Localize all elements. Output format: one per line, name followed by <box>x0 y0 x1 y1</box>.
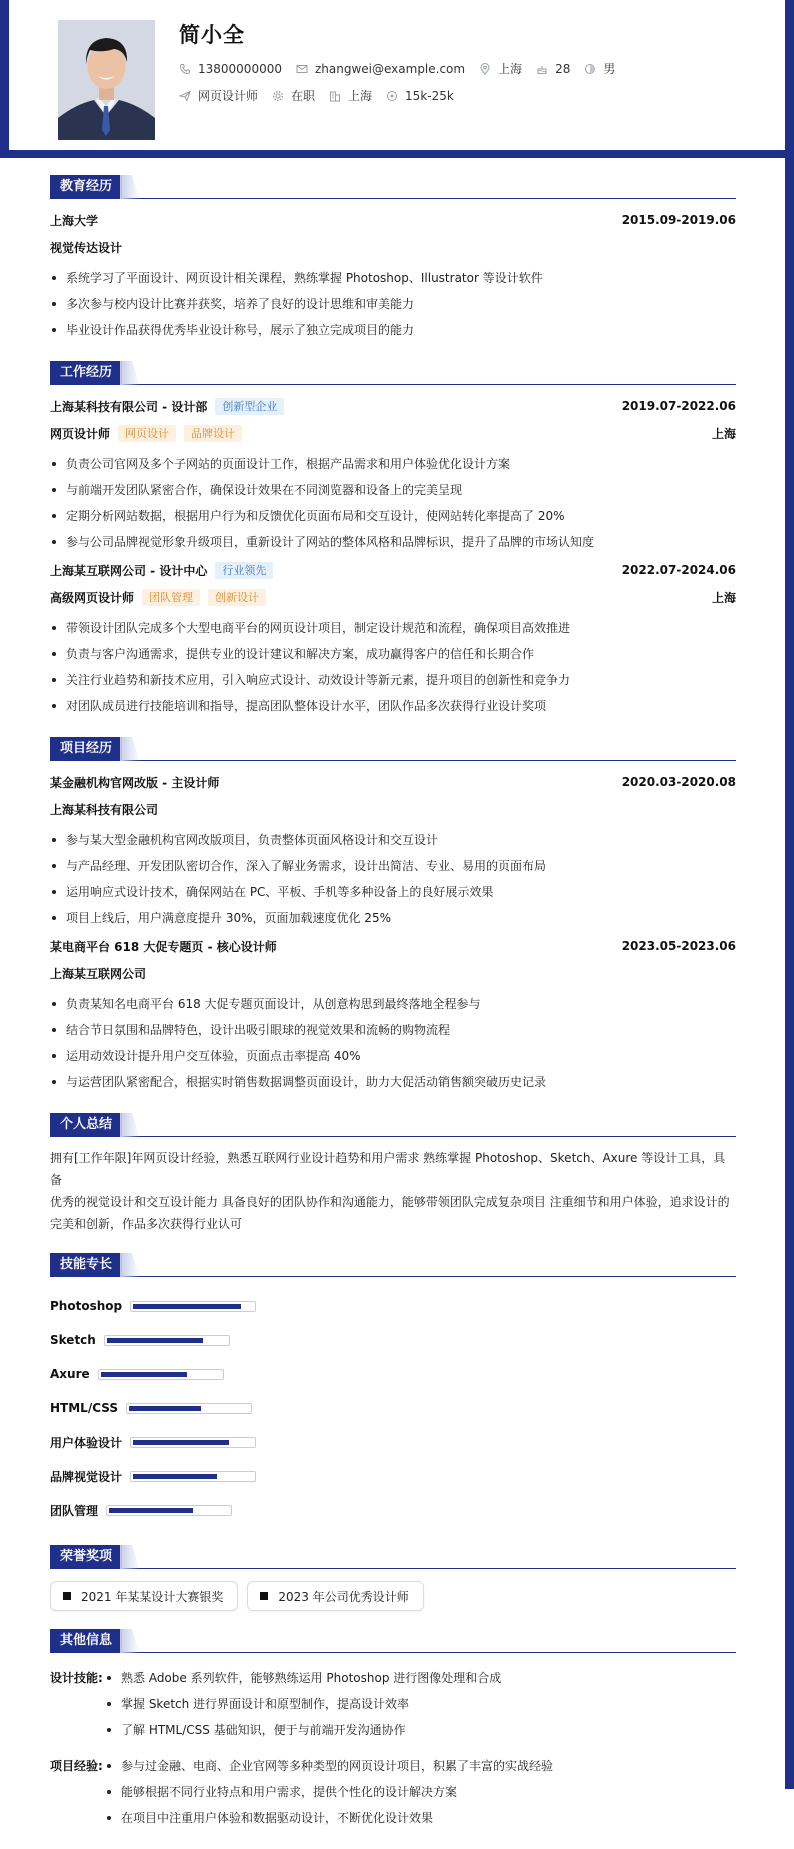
list-item: 能够根据不同行业特点和用户需求，提供个性化的设计解决方案 <box>105 1779 553 1805</box>
skill-item <box>50 1493 400 1527</box>
status-item <box>272 87 315 104</box>
square-bullet-icon <box>260 1592 268 1600</box>
work-duties-list <box>50 615 736 719</box>
role-name: 网页设计师 <box>50 426 111 441</box>
list-item: 毕业设计作品获得优秀毕业设计称号，展示了独立完成项目的能力 <box>50 317 736 343</box>
skill-bar <box>98 1369 224 1380</box>
section-title-tail <box>120 1545 140 1569</box>
section-title: 工作经历 <box>50 361 122 385</box>
candidate-name: 简小全 <box>179 23 245 47</box>
resume-header <box>9 0 785 150</box>
list-item: 参与公司品牌视觉形象升级项目，重新设计了网站的整体风格和品牌标识，提升了品牌的市场认知度 <box>50 529 736 555</box>
honor-badge <box>247 1581 423 1611</box>
work-role-row <box>50 424 736 442</box>
list-item: 在项目中注重用户体验和数据驱动设计，不断优化设计效果 <box>105 1805 553 1831</box>
building-icon <box>329 90 341 102</box>
status-value: 在职 <box>291 89 316 103</box>
honors-list <box>50 1581 736 1611</box>
section-title: 其他信息 <box>50 1629 122 1653</box>
summary-line: 完美和创新，作品多次获得行业认可 <box>50 1217 243 1231</box>
project-items-list <box>50 827 736 931</box>
list-item: 负责公司官网及多个子网站的页面设计工作，根据产品需求和用户体验优化设计方案 <box>50 451 736 477</box>
major-name: 视觉传达设计 <box>50 240 123 255</box>
skill-bar <box>106 1505 232 1516</box>
project-title: 某电商平台 618 大促专题页 - 核心设计师 <box>50 939 277 954</box>
project-org: 上海某互联网公司 <box>50 966 147 981</box>
list-item: 带领设计团队完成多个大型电商平台的网页设计项目，制定设计规范和流程，确保项目高效推进 <box>50 615 736 641</box>
honors-section <box>50 1545 736 1611</box>
section-title: 个人总结 <box>50 1113 122 1137</box>
section-header <box>50 1545 736 1569</box>
resume-body <box>50 175 736 1849</box>
job-value: 网页设计师 <box>198 89 259 103</box>
phone-icon <box>179 63 191 75</box>
other-label: 设计技能: <box>50 1671 103 1685</box>
list-item: 参与过金融、电商、企业官网等多种类型的网页设计项目，积累了丰富的实战经验 <box>105 1753 553 1779</box>
list-item: 多次参与校内设计比赛并获奖，培养了良好的设计思维和审美能力 <box>50 291 736 317</box>
section-header <box>50 1629 736 1653</box>
role-name: 高级网页设计师 <box>50 590 135 605</box>
gender-item <box>584 60 615 77</box>
education-school-row <box>50 211 736 229</box>
list-item: 负责与客户沟通需求，提供专业的设计建议和解决方案，成功赢得客户的信任和长期合作 <box>50 641 736 667</box>
skill-fill <box>109 1508 193 1513</box>
section-header <box>50 737 736 761</box>
project-title-row <box>50 773 736 791</box>
section-header <box>50 1253 736 1277</box>
section-header <box>50 175 736 199</box>
skill-bar <box>126 1403 252 1414</box>
work-company-row <box>50 397 736 415</box>
summary-line: 拥有[工作年限]年网页设计经验，熟悉互联网行业设计趋势和用户需求 熟练掌握 Photoshop、Sketch、Axure 等设计工具，具备 <box>50 1151 726 1187</box>
list-item: 结合节日氛围和品牌特色，设计出吸引眼球的视觉效果和流畅的购物流程 <box>50 1017 736 1043</box>
project-title: 某金融机构官网改版 - 主设计师 <box>50 775 220 790</box>
work-company-row <box>50 561 736 579</box>
work-date: 2022.07-2024.06 <box>621 563 736 577</box>
project-entry <box>50 937 736 1095</box>
skills-grid <box>50 1289 736 1527</box>
city-value: 上海 <box>348 89 373 103</box>
section-title: 荣誉奖项 <box>50 1545 122 1569</box>
role-tag: 网页设计 <box>118 425 176 442</box>
company-tag: 创新型企业 <box>215 398 284 415</box>
gender-value: 男 <box>603 62 616 76</box>
skill-fill <box>133 1440 229 1445</box>
list-item: 运用动效设计提升用户交互体验，页面点击率提高 40% <box>50 1043 736 1069</box>
list-item: 系统学习了平面设计、网页设计相关课程，熟练掌握 Photoshop、Illustrator 等设计软件 <box>50 265 736 291</box>
work-section <box>50 361 736 719</box>
role-tag: 团队管理 <box>142 589 200 606</box>
honor-badge <box>50 1581 238 1611</box>
skill-name: Sketch <box>50 1333 96 1347</box>
section-header <box>50 1113 736 1137</box>
honor-text: 2023 年公司优秀设计师 <box>278 1589 409 1604</box>
phone-value: 13800000000 <box>198 61 282 76</box>
profile-photo <box>58 20 155 140</box>
city-item <box>329 87 372 104</box>
other-block <box>50 1753 736 1831</box>
company-name: 上海某互联网公司 - 设计中心 <box>50 563 208 578</box>
work-city: 上海 <box>711 426 736 441</box>
skill-bar <box>130 1301 256 1312</box>
gender-icon <box>584 63 596 75</box>
summary-section <box>50 1113 736 1235</box>
skill-fill <box>129 1406 201 1411</box>
education-list <box>50 265 736 343</box>
other-list <box>105 1665 501 1743</box>
location-item <box>479 60 522 77</box>
project-date: 2023.05-2023.06 <box>621 939 736 953</box>
skill-bar <box>130 1471 256 1482</box>
work-city: 上海 <box>711 590 736 605</box>
other-section <box>50 1629 736 1831</box>
skill-bar <box>130 1437 256 1448</box>
skill-item <box>50 1459 400 1493</box>
list-item: 对团队成员进行技能培训和指导，提高团队整体设计水平，团队作品多次获得行业设计奖项 <box>50 693 736 719</box>
list-item: 与运营团队紧密配合，根据实时销售数据调整页面设计，助力大促活动销售额突破历史记录 <box>50 1069 736 1095</box>
email-item <box>296 62 465 76</box>
skill-name: 团队管理 <box>50 1503 99 1518</box>
list-item: 关注行业趋势和新技术应用，引入响应式设计、动效设计等新元素，提升项目的创新性和竞争力 <box>50 667 736 693</box>
summary-line: 优秀的视觉设计和交互设计能力 具备良好的团队协作和沟通能力，能够带领团队完成复杂项目 注重细节和用户体验，追求设计的 <box>50 1195 730 1209</box>
salary-value: 15k-25k <box>405 88 454 103</box>
skill-fill <box>133 1474 217 1479</box>
project-date: 2020.03-2020.08 <box>621 775 736 789</box>
section-title-tail <box>120 175 140 199</box>
skill-name: Photoshop <box>50 1299 123 1313</box>
list-item: 与产品经理、开发团队密切合作，深入了解业务需求，设计出简洁、专业、易用的页面布局 <box>50 853 736 879</box>
section-header <box>50 361 736 385</box>
role-tag: 品牌设计 <box>184 425 242 442</box>
project-title-row <box>50 937 736 955</box>
education-date: 2015.09-2019.06 <box>621 213 736 227</box>
project-section <box>50 737 736 1095</box>
skill-name: 品牌视觉设计 <box>50 1469 123 1484</box>
send-icon <box>179 90 191 102</box>
list-item: 参与某大型金融机构官网改版项目，负责整体页面风格设计和交互设计 <box>50 827 736 853</box>
work-entry <box>50 561 736 719</box>
frame-right-bar <box>785 0 794 1789</box>
list-item: 定期分析网站数据，根据用户行为和反馈优化页面布局和交互设计，使网站转化率提高了 20% <box>50 503 736 529</box>
work-entry <box>50 397 736 555</box>
section-title-tail <box>120 737 140 761</box>
section-title-tail <box>120 1113 140 1137</box>
project-org-row <box>50 800 736 818</box>
job-item <box>179 87 258 104</box>
skill-item <box>50 1323 400 1357</box>
school-name: 上海大学 <box>50 213 99 228</box>
frame-left-bar <box>0 0 9 150</box>
work-role-row <box>50 588 736 606</box>
skill-fill <box>133 1304 241 1309</box>
section-title: 项目经历 <box>50 737 122 761</box>
frame-header-bottom-bar <box>0 150 794 158</box>
skill-name: HTML/CSS <box>50 1401 118 1415</box>
skill-item <box>50 1425 400 1459</box>
email-value: zhangwei@example.com <box>314 61 466 76</box>
list-item: 了解 HTML/CSS 基础知识，便于与前端开发沟通协作 <box>105 1717 501 1743</box>
location-value: 上海 <box>498 62 523 76</box>
company-name: 上海某科技有限公司 - 设计部 <box>50 399 208 414</box>
other-label: 项目经验: <box>50 1759 103 1773</box>
gear-icon <box>272 90 284 102</box>
list-item: 负责某知名电商平台 618 大促专题页面设计，从创意构思到最终落地全程参与 <box>50 991 736 1017</box>
section-title-tail <box>120 1253 140 1277</box>
role-tag: 创新设计 <box>208 589 266 606</box>
age-item <box>536 62 570 76</box>
list-item: 掌握 Sketch 进行界面设计和原型制作，提高设计效率 <box>105 1691 501 1717</box>
project-items-list <box>50 991 736 1095</box>
skill-fill <box>101 1372 187 1377</box>
skill-fill <box>107 1338 203 1343</box>
list-item: 运用响应式设计技术，确保网站在 PC、平板、手机等多种设备上的良好展示效果 <box>50 879 736 905</box>
education-major-row <box>50 238 736 256</box>
other-block <box>50 1665 736 1743</box>
skill-bar <box>104 1335 230 1346</box>
salary-icon <box>386 90 398 102</box>
project-org-row <box>50 964 736 982</box>
location-pin-icon <box>479 63 491 75</box>
list-item: 与前端开发团队紧密合作，确保设计效果在不同浏览器和设备上的完美呈现 <box>50 477 736 503</box>
salary-item <box>386 89 454 103</box>
honor-text: 2021 年某某设计大赛银奖 <box>81 1589 224 1604</box>
project-entry <box>50 773 736 931</box>
job-row <box>179 87 468 104</box>
project-org: 上海某科技有限公司 <box>50 802 159 817</box>
skill-name: 用户体验设计 <box>50 1435 123 1450</box>
summary-text <box>50 1147 736 1235</box>
square-bullet-icon <box>63 1592 71 1600</box>
mail-icon <box>296 63 308 75</box>
skill-item <box>50 1289 400 1323</box>
section-title-tail <box>120 361 140 385</box>
skill-item <box>50 1357 400 1391</box>
section-title: 教育经历 <box>50 175 122 199</box>
skills-section <box>50 1253 736 1527</box>
work-date: 2019.07-2022.06 <box>621 399 736 413</box>
section-title: 技能专长 <box>50 1253 122 1277</box>
list-item: 熟悉 Adobe 系列软件，能够熟练运用 Photoshop 进行图像处理和合成 <box>105 1665 501 1691</box>
phone-item <box>179 62 282 76</box>
list-item: 项目上线后，用户满意度提升 30%，页面加载速度优化 25% <box>50 905 736 931</box>
skill-name: Axure <box>50 1367 90 1381</box>
cake-icon <box>536 63 548 75</box>
skill-item <box>50 1391 400 1425</box>
section-title-tail <box>120 1629 140 1653</box>
work-duties-list <box>50 451 736 555</box>
age-value: 28 <box>555 61 571 76</box>
company-tag: 行业领先 <box>215 562 273 579</box>
other-list <box>105 1753 553 1831</box>
education-section <box>50 175 736 343</box>
contact-row <box>179 60 629 77</box>
